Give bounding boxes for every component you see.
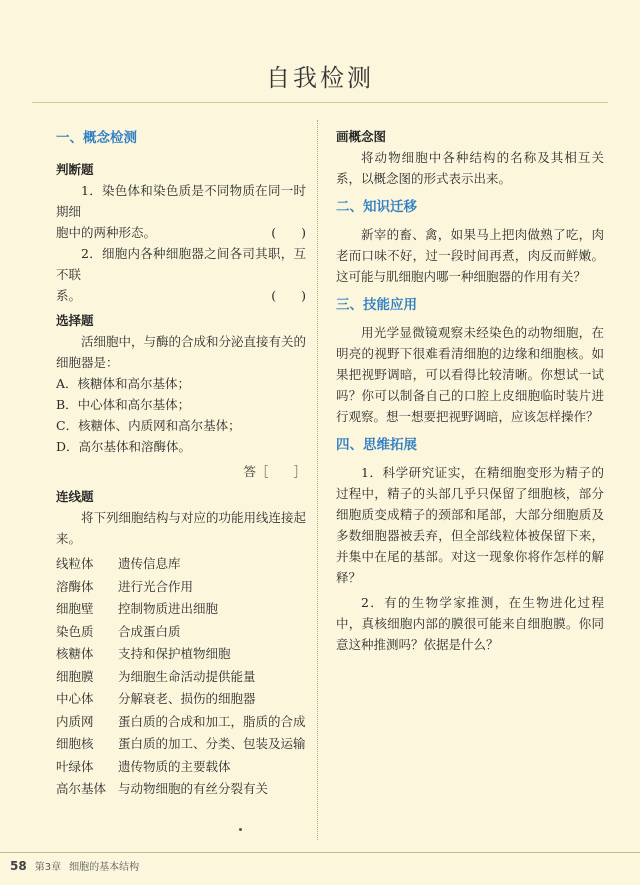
match-row [56, 756, 306, 779]
match-table [56, 553, 306, 801]
choice-heading: 选择题 [56, 313, 94, 328]
match-row [56, 666, 306, 689]
match-row [56, 598, 306, 621]
left-column [56, 126, 306, 801]
concept-map-text: 将动物细胞中各种结构的名称及其相互关系，以概念图的形式表示出来。 [336, 150, 604, 186]
chapter-title: 细胞的基本结构 [69, 862, 140, 873]
choice-option: D．高尔基体和溶酶体。 [56, 439, 192, 454]
choice-option: B．中心体和高尔基体； [56, 397, 191, 412]
section-heading-concept-check: 一、概念检测 [56, 130, 137, 146]
match-structure: 溶酶体 [56, 578, 94, 594]
judge-q1-line2: 胞中的两种形态。 [56, 225, 157, 240]
section-heading-thinking-extension: 四、思维拓展 [336, 437, 417, 453]
choice-option: A．核糖体和高尔基体； [56, 376, 191, 391]
match-structure: 染色质 [56, 623, 94, 639]
match-row [56, 688, 306, 711]
judge-q2-blank: ( ) [271, 288, 306, 303]
choice-answer: 答［ ］ [243, 464, 306, 479]
choice-stem: 活细胞中，与酶的合成和分泌直接有关的细胞器是： [56, 334, 307, 370]
judge-q2-line2: 系。 [56, 288, 82, 303]
decorative-dot [239, 828, 242, 831]
match-function: 为细胞生命活动提供能量 [118, 668, 256, 684]
match-function: 支持和保护植物细胞 [118, 646, 231, 661]
concept-map-heading: 画概念图 [336, 129, 387, 144]
match-structure: 中心体 [56, 691, 94, 706]
match-row [56, 778, 306, 801]
section-heading-skill-application: 三、技能应用 [336, 297, 417, 313]
thinking-extension-q1: 1．科学研究证实，在精细胞变形为精子的过程中，精子的头部几乎只保留了细胞核，部分细胞质变成精子的颈部和尾部，大部分细胞质及多数细胞器被丢弃，但全部线粒体被保留下来，并集中在尾的基部。对这一现象你将作怎样的解释？ [336, 465, 604, 585]
match-heading: 连线题 [56, 489, 94, 504]
match-function: 遗传信息库 [118, 556, 181, 571]
match-function: 分解衰老、损伤的细胞器 [118, 691, 256, 706]
match-structure: 细胞壁 [56, 601, 94, 616]
thinking-extension-q2: 2．有的生物学家推测，在生物进化过程中，真核细胞内部的膜很可能来自细胞膜。你同意这种推测吗？依据是什么？ [336, 595, 604, 652]
match-function: 控制物质进出细胞 [118, 601, 219, 616]
knowledge-transfer-text: 新宰的畜、禽，如果马上把肉做熟了吃，肉老而口味不好，过一段时间再煮，肉反而鲜嫩。这可能与肌细胞内哪一种细胞器的作用有关？ [336, 227, 604, 284]
judge-q1-blank: ( ) [271, 225, 306, 240]
match-structure: 叶绿体 [56, 758, 94, 774]
footer-rule [0, 852, 640, 853]
page-footer [10, 858, 139, 873]
right-column [336, 126, 604, 655]
match-instruction: 将下列细胞结构与对应的功能用线连接起来。 [56, 510, 307, 546]
page-number: 58 [10, 859, 27, 873]
match-function: 蛋白质的加工、分类、包装及运输 [118, 736, 306, 751]
match-function: 与动物细胞的有丝分裂有关 [118, 781, 269, 796]
match-structure: 细胞核 [56, 736, 94, 751]
match-function: 合成蛋白质 [118, 623, 181, 639]
column-divider [317, 120, 318, 840]
match-function: 进行光合作用 [118, 578, 194, 594]
skill-application-text: 用光学显微镜观察未经染色的动物细胞，在明亮的视野下很难看清细胞的边缘和细胞核。如果把视野调暗，可以看得比较清晰。你想试一试吗？你可以制备自己的口腔上皮细胞临时装片进行观察。想一想要把视野调暗，应该怎样操作？ [336, 325, 604, 424]
match-row [56, 733, 306, 756]
match-function: 蛋白质的合成和加工，脂质的合成 [118, 713, 306, 729]
judge-q1-line2-row [56, 222, 306, 243]
chapter-label: 第3章 [34, 862, 62, 873]
section-heading-knowledge-transfer: 二、知识迁移 [336, 199, 417, 215]
match-structure: 线粒体 [56, 556, 94, 571]
page-title: 自我检测 [266, 64, 374, 92]
match-structure: 细胞膜 [56, 668, 94, 684]
choice-option: C．核糖体、内质网和高尔基体； [56, 418, 241, 433]
match-row [56, 621, 306, 644]
title-rule [32, 102, 608, 103]
judge-q2-line2-row [56, 285, 306, 306]
match-function: 遗传物质的主要载体 [118, 758, 231, 774]
match-row [56, 553, 306, 576]
match-structure: 核糖体 [56, 646, 94, 661]
judge-q1-line1: 1．染色体和染色质是不同物质在同一时期细 [56, 183, 306, 219]
match-row [56, 643, 306, 666]
judge-heading: 判断题 [56, 162, 94, 177]
match-row [56, 576, 306, 599]
match-row [56, 711, 306, 734]
match-structure: 内质网 [56, 713, 94, 729]
match-structure: 高尔基体 [56, 781, 107, 796]
judge-q2-line1: 2．细胞内各种细胞器之间各司其职，互不联 [56, 246, 306, 282]
